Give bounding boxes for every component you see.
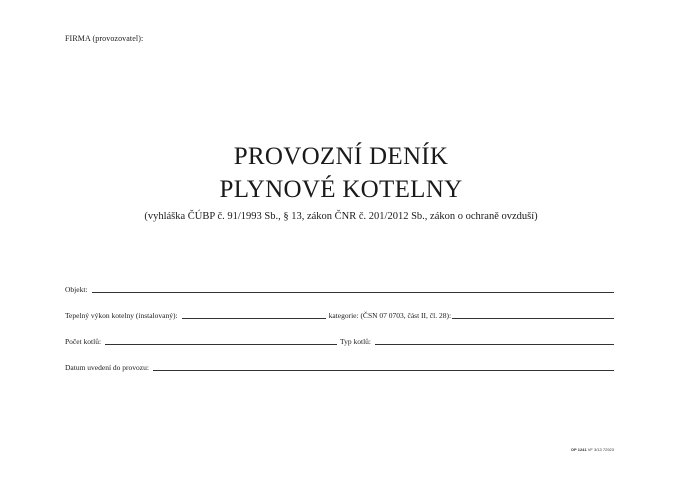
typ-label: Typ kotlů: (340, 337, 371, 346)
datum-line (153, 370, 614, 371)
objekt-line (92, 292, 615, 293)
datum-row (65, 361, 614, 373)
form-code-bold: OP 1241 (570, 447, 587, 452)
typ-line (375, 344, 614, 345)
pocet-row (65, 335, 614, 347)
pocet-line (105, 344, 337, 345)
pocet-label: Počet kotlů: (65, 337, 102, 346)
datum-label: Datum uvedení do provozu: (65, 363, 149, 372)
objekt-label: Objekt: (65, 285, 88, 294)
vykon-label: Tepelný výkon kotelny (instalovaný): (65, 311, 178, 320)
vykon-row (65, 309, 614, 321)
firma-label: FIRMA (provozovatel): (65, 34, 144, 43)
document-title-line2: PLYNOVÉ KOTELNY (219, 176, 463, 203)
kategorie-label: kategorie: (ČSN 07 0703, část II, čl. 28): (328, 311, 452, 320)
vykon-line (182, 318, 326, 319)
kategorie-line (452, 318, 614, 319)
form-code (571, 447, 614, 452)
document-title-line1: PROVOZNÍ DENÍK (233, 143, 449, 170)
form-code-rest: VF 3/13 72923 (587, 447, 614, 452)
document-subtitle: (vyhláška ČÚBP č. 91/1993 Sb., § 13, zákon ČNR č. 201/2012 Sb., zákon o ochraně ovzduší) (144, 211, 538, 222)
objekt-row (65, 283, 614, 295)
